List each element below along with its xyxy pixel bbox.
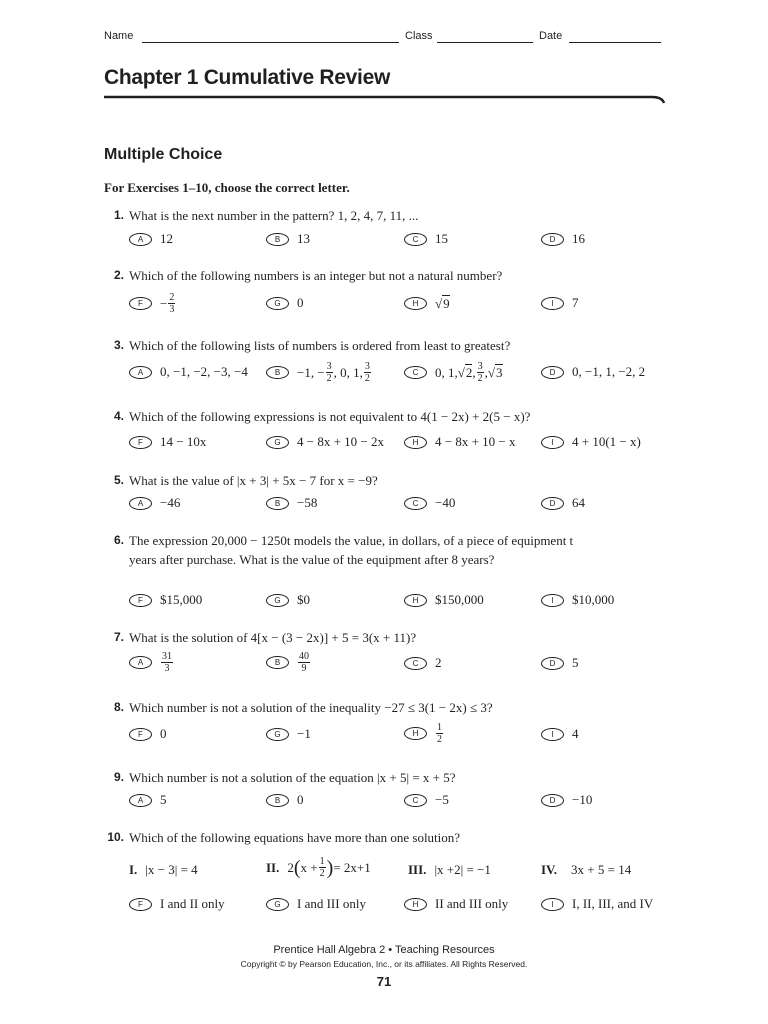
statement-iv: IV. 3x + 5 = 14 <box>541 862 632 877</box>
statement-ii: II. 2 ( x + $\frac{1}{2}$ ) = 2x+1 <box>266 856 371 879</box>
option-h[interactable]: H 4 − 8x + 10 − x <box>404 434 516 450</box>
question-text: What is the next number in the pattern? 1, 2, 4, 7, 11, ... <box>129 208 419 223</box>
question-number: 4. <box>113 409 124 423</box>
option-f[interactable]: F I and II only <box>129 896 225 912</box>
question-number: 10. <box>107 830 124 844</box>
option-b[interactable]: B −1, − $\frac{3}{2}$ , 0, 1, $\frac{3}{2}$ <box>266 361 372 384</box>
footer-book-title: Prentice Hall Algebra 2 • Teaching Resources <box>273 944 495 956</box>
option-g[interactable]: G I and III only <box>266 896 366 912</box>
section-title: Multiple Choice <box>104 146 223 163</box>
class-field[interactable] <box>437 42 533 43</box>
instructions: For Exercises 1–10, choose the correct letter. <box>104 180 350 195</box>
option-h[interactable]: H $150,000 <box>404 592 484 608</box>
option-f[interactable]: F 0 <box>129 726 167 742</box>
question-text: The expression 20,000 − 1250t models the value, in dollars, of a piece of equipment t years after purchase. What is the value of the equipment after 8 years? <box>129 533 574 567</box>
option-i[interactable]: I 4 + 10(1 − x) <box>541 434 641 450</box>
question-text: Which of the following lists of numbers is ordered from least to greatest? <box>129 338 511 353</box>
option-c[interactable]: C 0, 1, √ 2 , $\frac{3}{2}$ , √ 3 <box>404 361 503 384</box>
footer-copyright: Copyright © by Pearson Education, Inc., or its affiliates. All Rights Reserved. <box>240 959 528 969</box>
option-b[interactable]: B 13 <box>266 231 310 247</box>
option-a[interactable]: A −46 <box>129 495 180 511</box>
statement-i: I. |x − 3| = 4 <box>129 862 198 877</box>
option-g[interactable]: G 4 − 8x + 10 − 2x <box>266 434 384 450</box>
question-text: What is the solution of 4[x − (3 − 2x)] + 5 = 3(x + 11)? <box>129 630 417 645</box>
option-i[interactable]: I 4 <box>541 726 579 742</box>
option-h[interactable]: H √ 9 <box>404 295 450 312</box>
question-number: 2. <box>113 268 124 282</box>
question-text: What is the value of |x + 3| + 5x − 7 for x = −9? <box>129 473 378 488</box>
option-d[interactable]: D −10 <box>541 792 592 808</box>
option-a[interactable]: A $\frac{31}{3}$ <box>129 651 174 674</box>
question-number: 9. <box>113 770 124 784</box>
option-c[interactable]: C −5 <box>404 792 449 808</box>
option-a[interactable]: A 0, −1, −2, −3, −4 <box>129 364 248 380</box>
question-number: 7. <box>113 630 124 644</box>
name-field[interactable] <box>142 42 399 43</box>
option-d[interactable]: D 16 <box>541 231 585 247</box>
option-a[interactable]: A 5 <box>129 792 167 808</box>
option-d[interactable]: D 0, −1, 1, −2, 2 <box>541 364 645 380</box>
option-c[interactable]: C 2 <box>404 655 442 671</box>
option-a[interactable]: A 12 <box>129 231 173 247</box>
option-d[interactable]: D 5 <box>541 655 579 671</box>
name-label: Name <box>104 30 134 42</box>
option-f[interactable]: F $15,000 <box>129 592 202 608</box>
option-i[interactable]: I $10,000 <box>541 592 614 608</box>
question-number: 8. <box>113 700 124 714</box>
option-f[interactable]: F 14 − 10x <box>129 434 206 450</box>
option-b[interactable]: B −58 <box>266 495 317 511</box>
option-c[interactable]: C 15 <box>404 231 448 247</box>
question-number: 1. <box>113 208 124 222</box>
question-text: Which of the following equations have more than one solution? <box>129 830 461 845</box>
title-rule <box>104 92 666 104</box>
option-h[interactable]: H $\frac{1}{2}$ <box>404 722 444 745</box>
date-field[interactable] <box>569 42 661 43</box>
option-g[interactable]: G $0 <box>266 592 310 608</box>
option-d[interactable]: D 64 <box>541 495 585 511</box>
question-number: 3. <box>113 338 124 352</box>
option-b[interactable]: B 0 <box>266 792 304 808</box>
option-h[interactable]: H II and III only <box>404 896 508 912</box>
question-text: Which of the following numbers is an integer but not a natural number? <box>129 268 503 283</box>
question-number: 6. <box>113 533 124 547</box>
option-i[interactable]: I 7 <box>541 295 579 311</box>
statement-iii: III. |x +2| = −1 <box>408 862 491 877</box>
date-label: Date <box>539 30 563 42</box>
question-text: Which number is not a solution of the inequality −27 ≤ 3(1 − 2x) ≤ 3? <box>129 700 493 715</box>
option-c[interactable]: C −40 <box>404 495 455 511</box>
option-g[interactable]: G 0 <box>266 295 304 311</box>
question-number: 5. <box>113 473 124 487</box>
page-title: Chapter 1 Cumulative Review <box>104 66 390 89</box>
option-b[interactable]: B $\frac{40}{9}$ <box>266 651 311 674</box>
question-text: Which number is not a solution of the equation |x + 5| = x + 5? <box>129 770 456 785</box>
option-g[interactable]: G −1 <box>266 726 311 742</box>
class-label: Class <box>405 30 433 42</box>
option-i[interactable]: I I, II, III, and IV <box>541 896 653 912</box>
question-text: Which of the following expressions is not equivalent to 4(1 − 2x) + 2(5 − x)? <box>129 409 531 424</box>
page-number: 71 <box>376 974 392 989</box>
option-f[interactable]: F − $\frac{2}{3}$ <box>129 292 176 315</box>
